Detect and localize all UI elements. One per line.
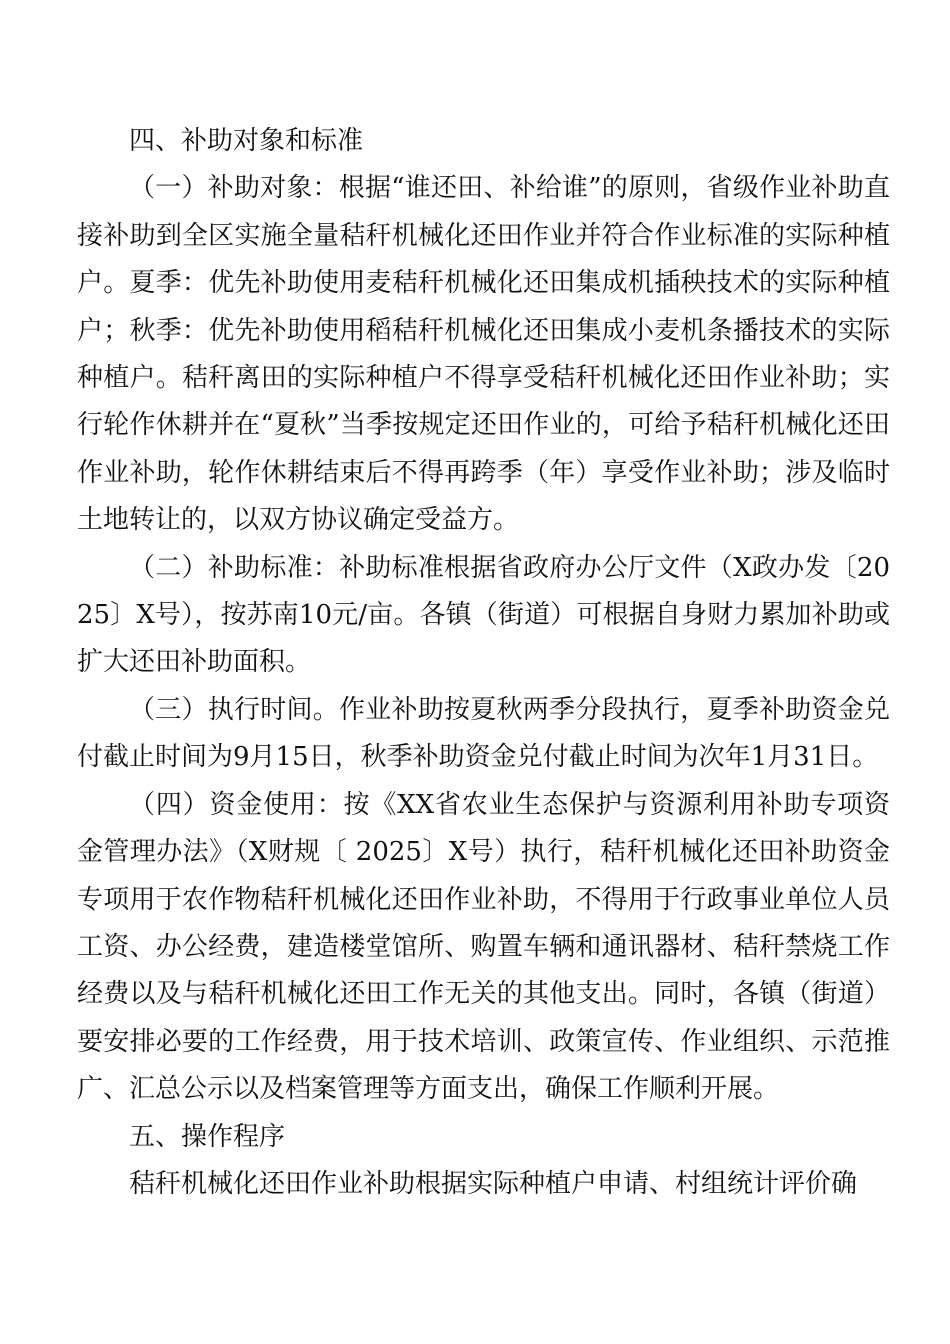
section-heading-subsidy-targets: 四、补助对象和标准 xyxy=(129,126,364,156)
section-heading-procedure: 五、操作程序 xyxy=(129,1121,286,1152)
paragraph-fund-usage: （四）资金使用：按《XX省农业生态保护与资源利用补助专项资金管理办法》（X财规〔 2025〕X号）执行，秸秆机械化还田补助资金专项用于农作物秸秆机械化还田作业补助，不得用于行政事业单位人员工资、办公经费，建造楼堂馆所、购置车辆和通讯器材、秸秆禁烧工作经费以及与秸秆机械化还田工作无关的其他支出。同时，各镇（街道）要安排必要的工作经费，用于技术培训、政策宣传、作业组织、示范推广、汇总公示以及档案管理等方面支出，确保工作顺利开展。 xyxy=(77,789,890,1105)
paragraph-procedure-intro: 秸秆机械化还田作业补助根据实际种植户申请、村组统计评价确 xyxy=(129,1168,858,1199)
paragraph-execution-time: （三）执行时间。作业补助按夏秋两季分段执行，夏季补助资金兑付截止时间为9月15日，秋季补助资金兑付截止时间为次年1月31日。 xyxy=(77,694,890,773)
paragraph-subsidy-standard: （二）补助标准：补助标准根据省政府办公厅文件（X政办发〔2025〕X号），按苏南10元/亩。各镇（街道）可根据自身财力累加补助或扩大还田补助面积。 xyxy=(77,552,890,678)
document-body xyxy=(77,118,890,1208)
paragraph-subsidy-targets: （一）补助对象：根据“谁还田、补给谁”的原则，省级作业补助直接补助到全区实施全量秸秆机械化还田作业并符合作业标准的实际种植户。夏季：优先补助使用麦秸秆机械化还田集成机插秧技术的实际种植户；秋季：优先补助使用稻秸秆机械化还田集成小麦机条播技术的实际种植户。秸秆离田的实际种植户不得享受秸秆机械化还田作业补助；实行轮作休耕并在“夏秋”当季按规定还田作业的，可给予秸秆机械化还田作业补助，轮作休耕结束后不得再跨季（年）享受作业补助；涉及临时土地转让的，以双方协议确定受益方。 xyxy=(77,173,890,536)
